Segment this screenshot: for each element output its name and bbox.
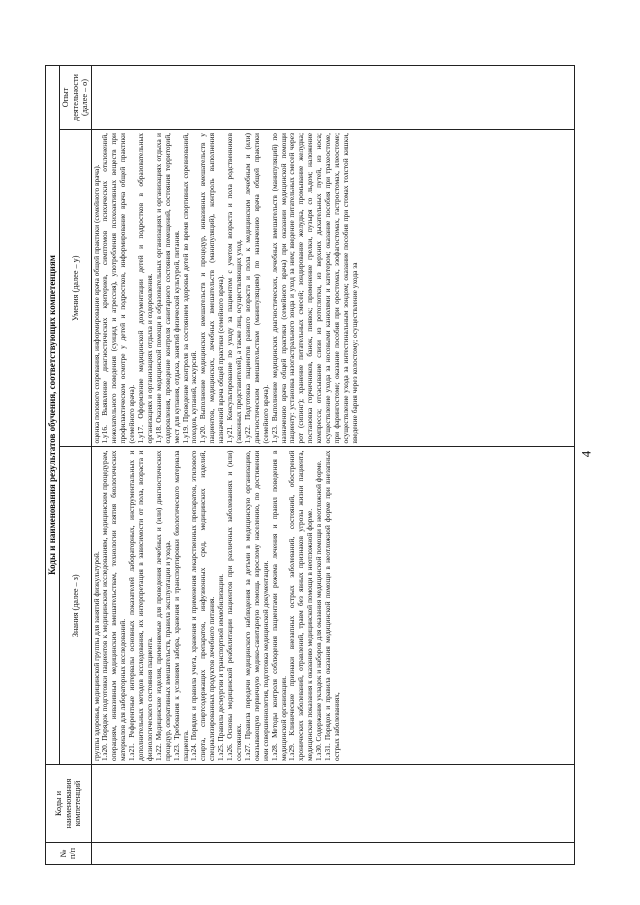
header-codes: Коды и наименования компетенций xyxy=(46,765,92,843)
cell-experience xyxy=(91,66,575,130)
header-skills: Умения (далее – у) xyxy=(60,130,92,448)
skills-item: 1.у21. Консультирование по уходу за пациентом с учетом возраста и пола родственников (законных представителей), а также лиц, осуществляющих уход. xyxy=(225,133,243,444)
knowledge-item: 1.з31. Порядок и правила оказания медицинской помощи в неотложной форме при внезапных острых заболеваниях, xyxy=(323,450,341,761)
knowledge-item: 1.з29. Клинические признаки внезапных острых заболеваний, состояний, обострений хронических заболеваний, отравлений, травм без явных признаков угрозы жизни пациента, медицинские показания к оказанию медицинской помощи в неотложной форме. xyxy=(287,450,315,761)
skills-item: 1.у23. Выполнение медицинских диагностических, лечебных вмешательств (манипуляций) по назначению врача общей практики (семейного врача) при оказании медицинской помощи пациенту: установка назогастрального зонда и уход за ним; введение питательных смесей через рот (сипинг); хранение питательных смесей; зондирование желудка, промывание желудка; постановка горчичников, банок, пиявок; применение грелки, пузыря со льдом; наложение компресса; отсасывание слизи из ротоглотки, из верхних дыхательных путей, из носа; осуществление ухода за носовыми канюлями и катетером; оказание пособия при трахеостоме, при фарингостоме; оказание пособия при оростомах, эзофагостомах, гастростомах, илеостоме; осуществление ухода за интестинальным зондом; оказание пособия при стомах толстой кишки, введение бария через колостому; осуществление ухода за xyxy=(269,133,359,444)
knowledge-item: группы здоровья, медицинской группы для занятий физкультурой. xyxy=(91,551,101,761)
knowledge-item: 1.з22. Медицинские изделия, применяемые для проведения лечебных и (или) диагностических процедур, оперативных вмешательств, правила эксплуатации и ухода. xyxy=(153,450,172,761)
cell-num xyxy=(91,843,575,865)
skills-item: 1.у20. Выполнение медицинских вмешательств и процедур, инвазивных вмешательств у пациентов, медицинских, лечебных вмешательств (манипуляций), контроль выполнения назначений врача общей практики (семейного врача). xyxy=(198,133,226,444)
skills-item: оценка полового созревания, информирование врача общей практики (семейного врача). xyxy=(91,164,101,444)
knowledge-item: 1.з21. Референтные интервалы основных показателей лабораторных, инструментальных и дополнительных методов исследования, их интерпретация в зависимости от пола, возраста и физиологического состояния пациента. xyxy=(127,450,154,761)
header-results: Коды и наименования результатов обучения, соответствующих компетенциям xyxy=(46,66,60,765)
skills-item: 1.у19. Проведение контроля за состоянием здоровья детей во время спортивных соревнований, походов, купаний, экскурсий. xyxy=(180,133,199,444)
knowledge-item: 1.з26. Основы медицинской реабилитации пациентов при различных заболеваниях и (или) состояниях. xyxy=(225,450,243,761)
knowledge-item: 1.з27. Правила передачи медицинского наблюдения за детьми в медицинскую организацию, оказывающую первичную медико-санитарную помощь взрослому населению, по достижении ими совершеннолетия, подготовка медицинской документации. xyxy=(242,450,270,761)
knowledge-item: 1.з24. Порядок и правила учета, хранения и применения лекарственных препаратов, этилового спирта, спиртсодержащих препаратов, инфузионных сред, медицинских изделий, специализированных продуктов лечебного питания. xyxy=(189,450,217,761)
knowledge-item: 1.з23. Требования к условиям забора, хранения и транспортировки биологического материала пациента. xyxy=(171,450,190,761)
knowledge-item: 1.з30. Содержание укладок и наборов для оказания медицинской помощи в неотложной форме. xyxy=(314,460,324,761)
page-number: 4 xyxy=(578,450,594,458)
skills-item: 1.у22. Подготовка пациентов разного возраста и пола к медицинским лечебным и (или) диагностическим вмешательствам (манипуляциям) по назначению врача общей практики (семейного врача). xyxy=(242,133,270,444)
cell-knowledge xyxy=(91,447,575,765)
header-knowledge: Знания (далее – з) xyxy=(60,447,92,765)
header-experience: Опыт деятельности (далее – о) xyxy=(60,66,92,130)
cell-codes xyxy=(91,765,575,843)
header-num: № п/п xyxy=(46,843,92,865)
knowledge-item: 1.з25. Правила десмургии и транспортной иммобилизации. xyxy=(216,573,226,761)
skills-item: 1.у18. Оказание медицинской помощи в образовательных организациях и организациях отдыха и оздоровления, проведение контроля санитарного состояния помещений, состояния территорий, мест для купания, отдыха, занятий физической культурой, питания. xyxy=(153,133,181,444)
skills-item: 1.у17. Оформление медицинской документации детей и подростков в образовательных организациях и организациях отдыха и оздоровления. xyxy=(136,133,154,444)
rotated-page xyxy=(45,65,575,865)
competencies-table xyxy=(45,65,575,865)
knowledge-item: 1.з28. Методы контроля соблюдения пациентами режима лечения и правил поведения в медицинской организации. xyxy=(269,450,288,761)
cell-skills xyxy=(91,130,575,448)
skills-item: 1.у16. Выявление диагностических критериев, симптомов психических отклонений, нежелательного поведения (суицид и агрессия), употребления психоактивных веществ при профилактическом осмотре у детей и подростков, информирование врача общей практики (семейного врача). xyxy=(100,133,137,444)
knowledge-item: 1.з20. Порядок подготовки пациентов к медицинским исследованиям, медицинским процедурам, операциям, инвазивным медицинским вмешательствам, технологии взятия биологических материалов для лабораторных исследований. xyxy=(100,450,128,761)
